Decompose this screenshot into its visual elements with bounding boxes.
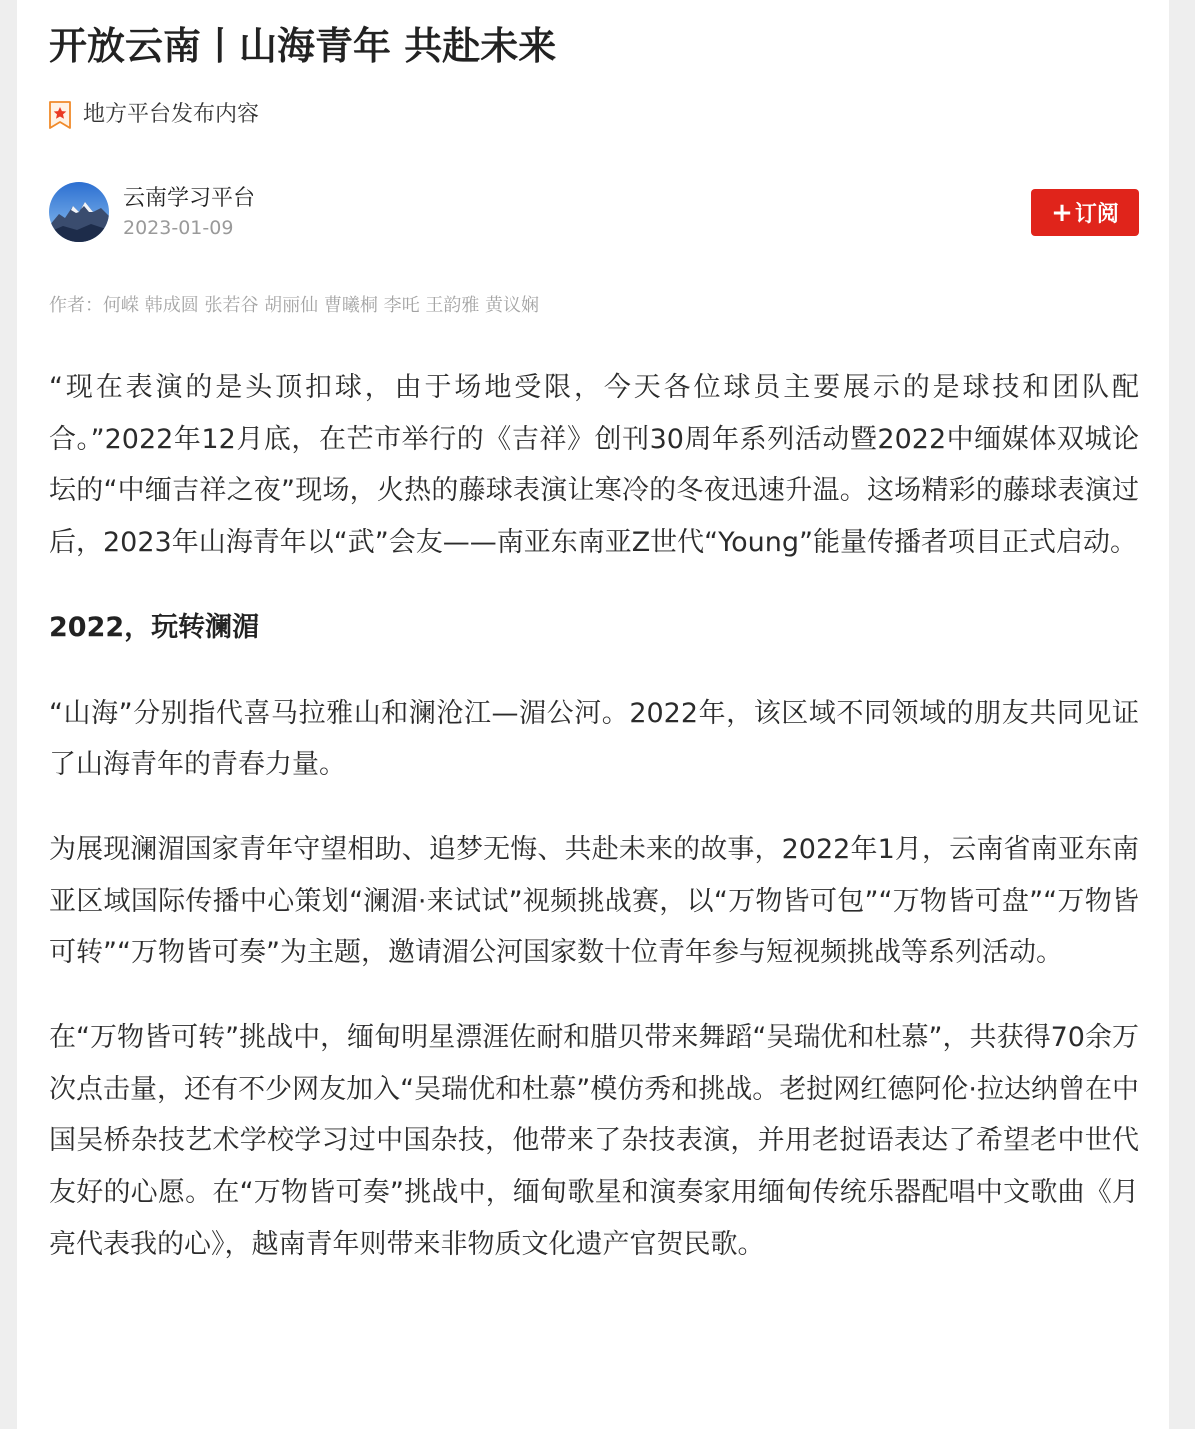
mountain-avatar-icon: [49, 182, 109, 242]
paragraph-3: 为展现澜湄国家青年守望相助、追梦无悔、共赴未来的故事，2022年1月，云南省南亚东南亚区域国际传播中心策划“澜湄·来试试”视频挑战赛，以“万物皆可包”“万物皆可盘”“万物皆可转”“万物皆可奏”为主题，邀请湄公河国家数十位青年参与短视频挑战等系列活动。: [49, 833, 1139, 969]
local-platform-badge-icon: [49, 101, 71, 129]
article-title: 开放云南丨山海青年 共赴未来: [49, 24, 557, 68]
paragraph-1: “现在表演的是头顶扣球，由于场地受限，今天各位球员主要展示的是球技和团队配合。”2022年12月底，在芒市举行的《吉祥》创刊30周年系列活动暨2022中缅媒体双城论坛的“中缅吉祥之夜”现场，火热的藤球表演让寒冷的冬夜迅速升温。这场精彩的藤球表演过后，2023年山海青年以“武”会友——南亚东南亚Z世代“Young”能量传播者项目正式启动。: [49, 372, 1139, 559]
section-heading: 2022，玩转澜湄: [49, 611, 260, 643]
publisher-avatar[interactable]: [49, 182, 109, 242]
badge-text: 地方平台发布内容: [83, 102, 260, 127]
plus-icon: +: [1051, 197, 1073, 228]
publisher-name[interactable]: 云南学习平台: [123, 186, 256, 211]
paragraph-2: “山海”分别指代喜马拉雅山和澜沧江—湄公河。2022年，该区域不同领域的朋友共同见证了山海青年的青春力量。: [49, 697, 1139, 781]
authors-line: 作者：何嵘 韩成圆 张若谷 胡丽仙 曹曦桐 李吒 王韵雅 黄议娴: [49, 295, 540, 316]
article-body: [49, 362, 1139, 1271]
publisher-row: [49, 182, 1139, 244]
paragraph-4: 在“万物皆可转”挑战中，缅甸明星漂涯佐耐和腊贝带来舞蹈“吴瑞优和杜慕”，共获得70余万次点击量，还有不少网友加入“吴瑞优和杜慕”模仿秀和挑战。老挝网红德阿伦·拉达纳曾在中国吴桥杂技艺术学校学习过中国杂技，他带来了杂技表演，并用老挝语表达了希望老中世代友好的心愿。在“万物皆可奏”挑战中，缅甸歌星和演奏家用缅甸传统乐器配唱中文歌曲《月亮代表我的心》，越南青年则带来非物质文化遗产官贺民歌。: [49, 1022, 1139, 1260]
article-page: [17, 0, 1169, 1429]
subscribe-label: 订阅: [1074, 202, 1119, 227]
publish-date: 2023-01-09: [123, 217, 234, 239]
subscribe-button[interactable]: [1031, 189, 1139, 236]
local-platform-badge: [49, 98, 259, 132]
